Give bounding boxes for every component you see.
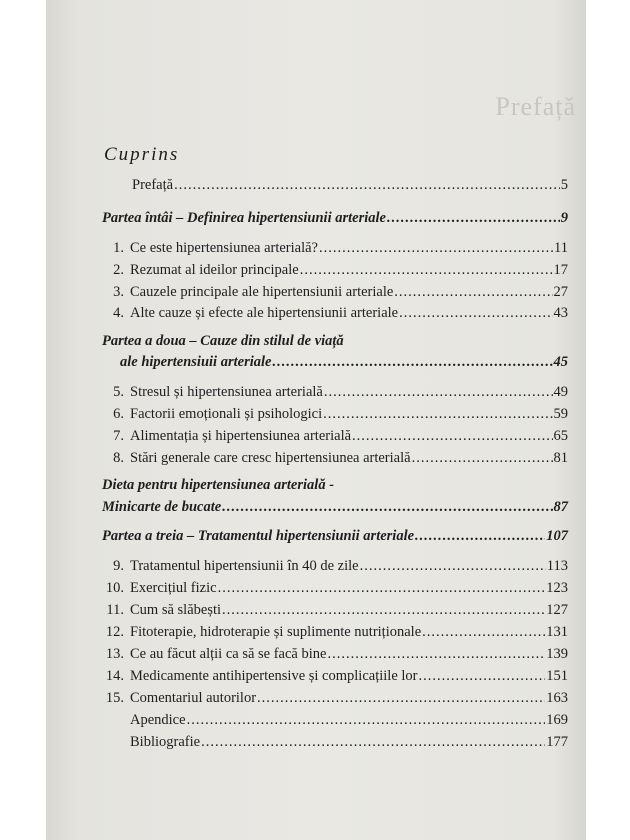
dot-leader	[319, 240, 553, 257]
toc-chapter-12	[102, 624, 568, 641]
dot-leader	[174, 177, 560, 194]
toc-diet	[102, 499, 568, 516]
toc-entry-label: Stări generale care cresc hipertensiunea arterială	[130, 450, 411, 466]
toc-chapter-9	[102, 558, 568, 575]
dot-leader	[323, 406, 552, 423]
toc-entry-page: 81	[553, 450, 568, 466]
toc-chapter-14	[102, 668, 568, 685]
toc-entry-label: Fitoterapie, hidroterapie și suplimente nutriționale	[130, 624, 422, 640]
toc-chapter-4	[102, 305, 568, 322]
toc-entry-page: 45	[553, 354, 568, 370]
toc-chapter-13	[102, 646, 568, 663]
toc-entry-label: Factorii emoționali și psihologici	[130, 406, 323, 422]
chapter-number: 10.	[105, 580, 124, 596]
dot-leader	[218, 580, 546, 597]
toc-entry-label: Tratamentul hipertensiunii în 40 de zile	[130, 558, 359, 574]
book-page	[46, 0, 586, 840]
chapter-number: 4.	[113, 305, 124, 321]
dot-leader	[419, 668, 546, 685]
toc-entry-label: Partea a treia – Tratamentul hipertensiunii arteriale	[102, 528, 415, 544]
toc-entry-page: 49	[553, 384, 568, 400]
toc-bibliography	[130, 734, 568, 751]
toc-entry-label: Partea întâi – Definirea hipertensiunii arteriale	[102, 210, 386, 226]
toc-chapter-5	[102, 384, 568, 401]
toc-entry-label: Alte cauze și efecte ale hipertensiunii arteriale	[130, 305, 399, 321]
chapter-number: 1.	[113, 240, 124, 256]
toc-chapter-2	[102, 262, 568, 279]
dot-leader	[412, 450, 553, 467]
toc-entry-label: Minicarte de bucate	[102, 499, 222, 515]
toc-entry-label: Exercițiul fizic	[130, 580, 217, 596]
toc-entry-page: 151	[546, 668, 568, 684]
toc-part-two	[120, 354, 568, 371]
toc-entry-page: 17	[553, 262, 568, 278]
dot-leader	[272, 354, 552, 371]
chapter-number: 11.	[106, 602, 124, 618]
toc-entry-page: 131	[546, 624, 568, 640]
dot-leader	[399, 305, 552, 322]
toc-entry-page: 113	[546, 558, 568, 574]
dot-leader	[352, 428, 552, 445]
toc-entry-label: Ce este hipertensiunea arterială?	[130, 240, 318, 256]
toc-chapter-7	[102, 428, 568, 445]
toc-entry-label: Apendice	[130, 712, 186, 728]
toc-chapter-15	[102, 690, 568, 707]
chapter-number: 6.	[113, 406, 124, 422]
dot-leader	[222, 499, 552, 516]
toc-chapter-10	[102, 580, 568, 597]
toc-entry-page: 5	[560, 177, 568, 193]
dot-leader	[394, 284, 552, 301]
toc-entry-label: Alimentația și hipertensiunea arterială	[130, 428, 352, 444]
toc-entry-label: ale hipertensiuii arteriale	[120, 354, 272, 370]
toc-entry-label: Rezumat al ideilor principale	[130, 262, 299, 278]
toc-chapter-6	[102, 406, 568, 423]
chapter-number: 13.	[105, 646, 124, 662]
toc-entry-preface	[132, 177, 568, 194]
toc-entry-page: 163	[546, 690, 568, 706]
toc-entry-page: 87	[553, 499, 568, 515]
toc-entry-label: Medicamente antihipertensive și complicațiile lor	[130, 668, 418, 684]
dot-leader	[201, 734, 545, 751]
dot-leader	[415, 528, 545, 545]
toc-entry-label: Comentariul autorilor	[130, 690, 257, 706]
dot-leader	[327, 646, 545, 663]
toc-entry-page: 107	[546, 528, 568, 544]
toc-part-one	[102, 210, 568, 227]
toc-entry-label: Ce au făcut alții ca să se facă bine	[130, 646, 327, 662]
toc-entry-page: 43	[553, 305, 568, 321]
toc-part-three	[102, 528, 568, 545]
toc-entry-label: Cauzele principale ale hipertensiunii arteriale	[130, 284, 394, 300]
chapter-number: 7.	[113, 428, 124, 444]
dot-leader	[324, 384, 553, 401]
toc-entry-page: 27	[553, 284, 568, 300]
bleed-through-text: Prefață	[495, 92, 576, 121]
toc-entry-page: 177	[546, 734, 568, 750]
toc-part-two-line1: Partea a doua – Cauze din stilul de viață	[102, 333, 344, 349]
toc-entry-page: 123	[546, 580, 568, 596]
chapter-number: 5.	[113, 384, 124, 400]
toc-entry-label: Bibliografie	[130, 734, 201, 750]
chapter-number: 3.	[113, 284, 124, 300]
dot-leader	[222, 602, 545, 619]
chapter-number: 2.	[113, 262, 124, 278]
toc-entry-label: Cum să slăbești	[130, 602, 222, 618]
page-title: Cuprins	[104, 144, 180, 165]
toc-entry-page: 169	[546, 712, 568, 728]
dot-leader	[187, 712, 546, 729]
dot-leader	[360, 558, 546, 575]
toc-entry-page: 59	[553, 406, 568, 422]
dot-leader	[300, 262, 553, 279]
toc-chapter-3	[102, 284, 568, 301]
toc-entry-label: Prefață	[132, 177, 174, 193]
toc-entry-page: 139	[546, 646, 568, 662]
toc-entry-label: Stresul și hipertensiunea arterială	[130, 384, 323, 400]
chapter-number: 15.	[105, 690, 124, 706]
dot-leader	[257, 690, 545, 707]
dot-leader	[422, 624, 545, 641]
chapter-number: 14.	[105, 668, 124, 684]
toc-entry-page: 11	[554, 240, 568, 256]
chapter-number: 12.	[105, 624, 124, 640]
toc-entry-page: 127	[546, 602, 568, 618]
toc-chapter-8	[102, 450, 568, 467]
toc-entry-page: 9	[560, 210, 568, 226]
chapter-number: 9.	[113, 558, 124, 574]
toc-entry-page: 65	[553, 428, 568, 444]
toc-appendix	[130, 712, 568, 729]
toc-chapter-1	[102, 240, 568, 257]
toc-diet-line1: Dieta pentru hipertensiunea arterială -	[102, 477, 335, 493]
chapter-number: 8.	[113, 450, 124, 466]
dot-leader	[387, 210, 560, 227]
toc-chapter-11	[102, 602, 568, 619]
